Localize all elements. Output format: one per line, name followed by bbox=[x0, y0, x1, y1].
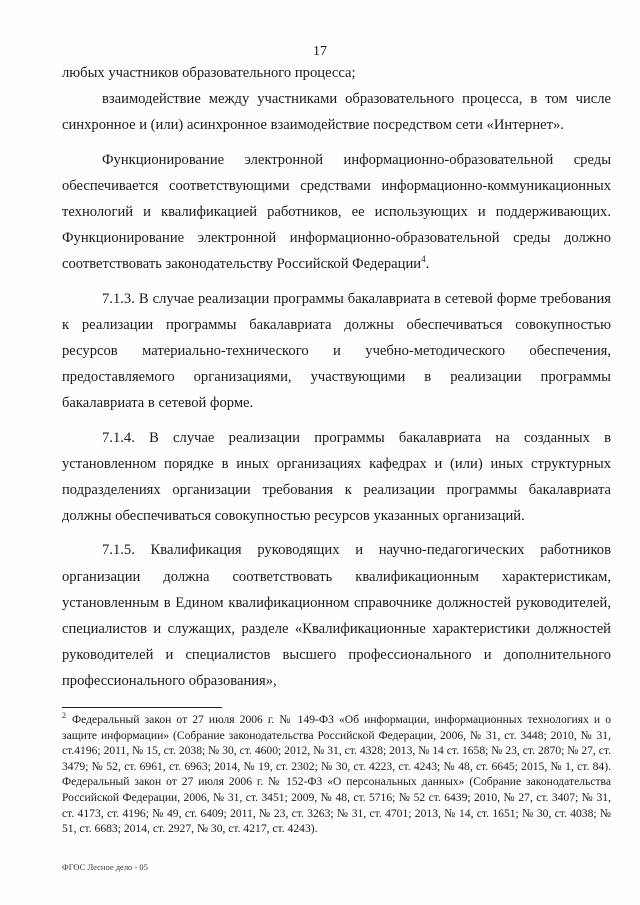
paragraph-eios-tail: . bbox=[425, 256, 430, 273]
paragraph-7-1-3: 7.1.3. В случае реализации программы бакалавриата в сетевой форме требования к реализации программы бакалавриата должны обеспечиваться совокупностью ресурсов материально-технического и учебно-методического обеспечения, предоставляемого организациями, участвующими в реализации программы бакалавриата в сетевой форме. bbox=[62, 290, 611, 412]
footnote-reference: 4 bbox=[421, 254, 426, 265]
paragraph-7-1-5: 7.1.5. Квалификация руководящих и научно-педагогических работников организации должна соответствовать квалификационным характеристикам, установленным в Едином квалификационном справочнике должностей руководителей, специалистов и служащих, разделе «Квалификационные характеристики должностей руководителей и специалистов высшего профессионального и дополнительного профессионального образования», bbox=[62, 542, 611, 690]
paragraph-interaction: взаимодействие между участниками образовательного процесса, в том числе синхронное и (или) асинхронное взаимодействие посредством сети «Интернет». bbox=[62, 91, 611, 134]
page-number: 17 bbox=[313, 44, 327, 59]
footnote bbox=[62, 712, 611, 837]
paragraph-7-1-4: 7.1.4. В случае реализации программы бакалавриата на созданных в установленном порядке в иных организациях кафедрах и (или) иных структурных подразделениях организации требования к реализации программы бакалавриата должны обеспечиваться совокупностью ресурсов указанных организаций. bbox=[62, 429, 611, 525]
body-text bbox=[62, 60, 611, 695]
footnote-divider bbox=[62, 707, 222, 708]
paragraph-eios-functioning bbox=[62, 147, 611, 278]
footnote-text: Федеральный закон от 27 июля 2006 г. № 149-ФЗ «Об информации, информационных технологиях и о защите информации» (Собрание законодательства Российской Федерации, 2006, № 31, ст. 3448; 2010, № 31, ст.4196; 2011, № 15, ст. 2038; № 30, ст. 4600; 2012, № 31, ст. 4328; 2013, № 14 ст. 1658; № 23, ст. 2870; № 27, ст. 3479; № 52, ст. 6961, ст. 6963; 2014, № 19, ст. 2302; № 30, ст. 4223, ст. 4243; № 48, ст. 6645; 2015, № 1, ст. 84). Федеральный закон от 27 июля 2006 г. № 152-ФЗ «О персональных данных» (Собрание законодательства Российской Федерации, 2006, № 31, ст. 3451; 2009, № 48, ст. 5716; № 52 ст. 6439; 2010, № 27, ст. 3407; № 31, ст. 4173, ст. 4196; № 49, ст. 6409; 2011, № 23, ст. 3263; № 31, ст. 4701; 2013, № 14, ст. 1651; № 30, ст. 4038; № 51, ст. 6683; 2014, ст. 2927, № 30, ст. 4217, ст. 4243). bbox=[62, 713, 611, 836]
paragraph-continuation: любых участников образовательного процесса; bbox=[62, 65, 356, 81]
footnote-mark: 2 bbox=[62, 711, 66, 721]
document-footer: ФГОС Лесное дело - 05 bbox=[62, 862, 148, 872]
paragraph-eios-text: Функционирование электронной информационно-образовательной среды обеспечивается соответствующими средствами информационно-коммуникационных технологий и квалификацией работников, ее использующих и поддерживающих. Функционирование электронной информационно-образовательной среды должно соответствовать законодательству Российской Федерации bbox=[62, 151, 611, 273]
